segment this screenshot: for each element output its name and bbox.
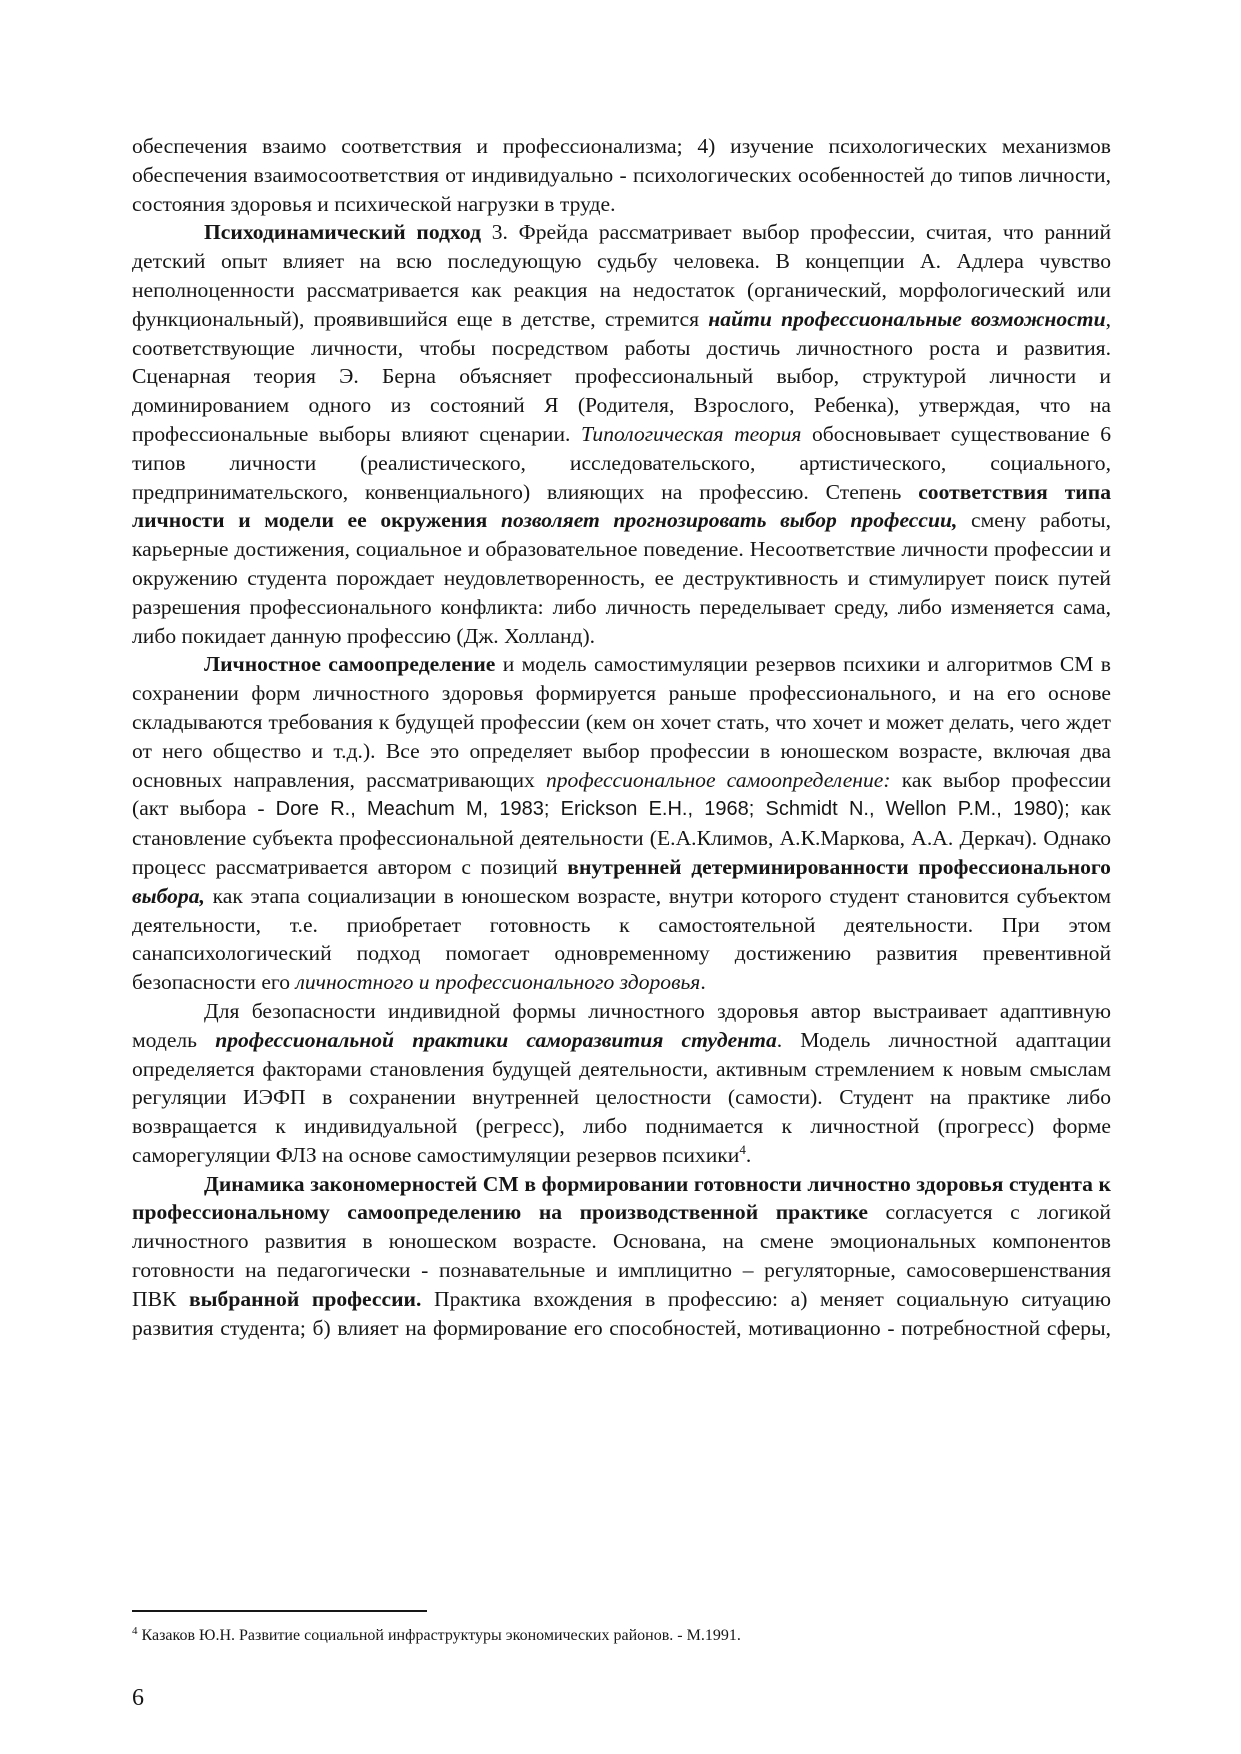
- page-number: 6: [132, 1685, 144, 1711]
- term-dynamics: Динамика закономерностей СМ в формировании готовности личностно здоровья студента к профессиональному самоопределению на производственной практике: [132, 1171, 1111, 1225]
- paragraph-psychodynamic-approach: Психодинамический подход 3. Фрейда рассматривает выбор профессии, считая, что ранний детский опыт влияет на всю последующую судьбу человека. В концепции А. Адлера чувство неполноценности рассматривается как реакция на недостаток (органический, морфологический или функциональный), проявившийся еще в детстве, стремится найти профессиональные возможности, соответствующие личности, чтобы посредством работы достичь личностного роста и развития. Сценарная теория Э. Берна объясняет профессиональный выбор, структурой личности и доминированием одного из состояний Я (Родителя, Взрослого, Ребенка), утверждая, что на профессиональные выборы влияют сценарии. Типологическая теория обосновывает существование 6 типов личности (реалистического, исследовательского, артистического, социального, предпринимательского, конвенциального) влияющих на профессию. Степень соответствия типа личности и модели ее окружения позволяет прогнозировать выбор профессии, смену работы, карьерные достижения, социальное и образовательное поведение. Несоответствие личности профессии и окружению студента порождает неудовлетворенность, ее деструктивность и стимулирует поиск путей разрешения профессионального конфликта: либо личность переделывает среду, либо изменяется сама, либо покидает данную профессию (Дж. Холланд).: [132, 220, 1112, 648]
- term-psychodynamic-approach: Психодинамический подход: [204, 220, 481, 245]
- term-personal-self-determination: Личностное самоопределение: [204, 652, 496, 677]
- body-text: [132, 132, 1111, 1342]
- emphasis-choice: выбора,: [132, 883, 205, 908]
- emphasis-type-correspondence: соответствия типа личности и модели ее окружения: [132, 479, 1111, 533]
- emphasis-internal-determination: внутренней детерминированности профессионального: [567, 854, 1111, 879]
- footnote-mark: 4: [132, 1625, 138, 1637]
- paragraph-continuation: обеспечения взаимо соответствия и профессионализма; 4) изучение психологических механизмов обеспечения взаимосоответствия от индивидуально - психологических особенностей до типов личности, состояния здоровья и психической нагрузки в труде.: [132, 134, 1111, 216]
- footnote-separator: [132, 1610, 427, 1612]
- emphasis-chosen-profession: выбранной профессии.: [189, 1286, 422, 1311]
- paragraph-dynamics: Динамика закономерностей СМ в формировании готовности личностно здоровья студента к профессиональному самоопределению на производственной практике согласуется с логикой личностного развития в юношеском возрасте. Основана, на смене эмоциональных компонентов готовности на педагогически - познавательные и имплицитно – регуляторные, самосовершенствания ПВК выбранной профессии. Практика вхождения в профессию: а) меняет социальную ситуацию развития студента; б) влияет на формирование его способностей, мотивационно - потребностной сферы,: [132, 1171, 1111, 1340]
- emphasis-practice-model: профессиональной практики саморазвития студента: [215, 1027, 777, 1052]
- paragraph-personal-self-determination: Личностное самоопределение и модель самостимуляции резервов психики и алгоритмов СМ в сохранении форм личностного здоровья формируется раньше профессионального, и на его основе складываются требования к будущей профессии (кем он хочет стать, что хочет и может делать, чего ждет от него общество и т.д.). Все это определяет выбор профессии в юношеском возрасте, включая два основных направления, рассматривающих профессиональное самоопределение: как выбор профессии (акт выбора - Dore R., Meachum M, 1983; Erickson E.H., 1968; Schmidt N., Wellon P.M., 1980); как становление субъекта профессиональной деятельности (Е.А.Климов, А.К.Маркова, А.А. Деркач). Однако процесс рассматривается автором с позиций внутренней детерминированности профессионального выбора, как этапа социализации в юношеском возрасте, внутри которого студент становится субъектом деятельности, т.е. приобретает готовность к самостоятельной деятельности. При этом санапсихологический подход помогает одновременному достижению развития превентивной безопасности его личностного и профессионального здоровья.: [132, 652, 1111, 995]
- footnote-text: Казаков Ю.Н. Развитие социальной инфраструктуры экономических районов. - М.1991.: [137, 1627, 741, 1644]
- term-typological-theory: Типологическая теория: [580, 421, 802, 446]
- emphasis-find-opportunities: найти профессиональные возможности: [708, 306, 1106, 331]
- emphasis-predict-choice: позволяет прогнозировать выбор профессии,: [500, 508, 958, 533]
- footnote-reference[interactable]: 4: [739, 1141, 746, 1157]
- term-professional-self-determination: профессиональное самоопределение:: [545, 767, 891, 792]
- footnote: [132, 1626, 741, 1646]
- citation-latin-authors: Dore R., Meachum M, 1983; Erickson E.H., 1968; Schmidt N., Wellon P.M., 1980);: [275, 798, 1070, 821]
- term-personal-professional-health: личностного и профессионального здоровья: [295, 970, 701, 995]
- paragraph-adaptive-model: Для безопасности индивидной формы личностного здоровья автор выстраивает адаптивную модель профессиональной практики саморазвития студента. Модель личностной адаптации определяется факторами становления будущей деятельности, активным стремлением к новым смыслам регуляции ИЭФП в сохранении внутренней целостности (самости). Студент на практике либо возвращается к индивидуальной (регресс), либо поднимается к личностной (прогресс) форме саморегуляции ФЛЗ на основе самостимуляции резервов психики$^4$.: [132, 998, 1112, 1167]
